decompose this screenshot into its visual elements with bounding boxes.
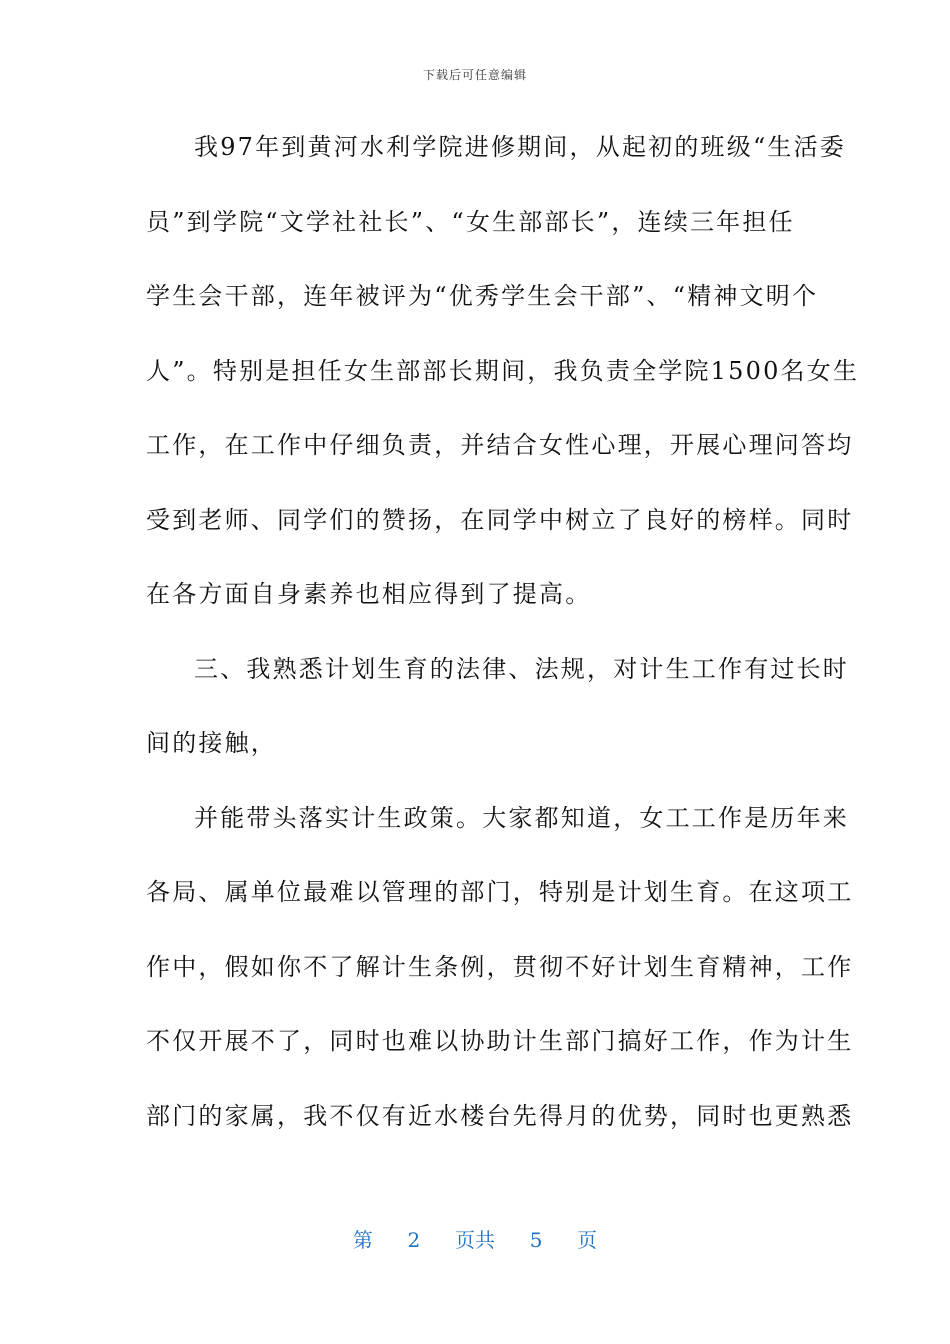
text-line: 不仅开展不了，同时也难以协助计生部门搞好工作，作为计生 xyxy=(146,1027,854,1055)
text-line: 人”。特别是担任女生部部长期间，我负责全学院1500名女生 xyxy=(146,356,860,385)
text-line: 间的接触， xyxy=(146,729,277,757)
paragraph-3 xyxy=(146,781,854,1154)
document-body xyxy=(146,110,860,1153)
footer-middle: 页共 xyxy=(455,1228,495,1252)
text-line: 并能带头落实计生政策。大家都知道，女工工作是历年来 xyxy=(194,803,849,832)
text-line: 各局、属单位最难以管理的部门，特别是计划生育。在这项工 xyxy=(146,878,854,906)
header-note: 下载后可任意编辑 xyxy=(422,68,527,82)
footer-suffix: 页 xyxy=(577,1228,598,1252)
text-line: 工作，在工作中仔细负责，并结合女性心理，开展心理问答均 xyxy=(146,431,854,459)
total-pages-number: 5 xyxy=(529,1228,543,1252)
text-line: 我97年到黄河水利学院进修期间，从起初的班级“生活委 xyxy=(194,133,847,161)
paragraph-2 xyxy=(146,632,849,781)
text-line: 在各方面自身素养也相应得到了提高。 xyxy=(146,580,592,608)
page-footer xyxy=(0,1224,950,1253)
paragraph-1 xyxy=(146,110,860,632)
text-line: 三、我熟悉计划生育的法律、法规，对计生工作有过长时 xyxy=(194,654,849,683)
text-line: 学生会干部，连年被评为“优秀学生会干部”、“精神文明个 xyxy=(146,282,819,310)
text-line: 作中，假如你不了解计生条例，贯彻不好计划生育精神，工作 xyxy=(146,952,854,981)
text-line: 部门的家属，我不仅有近水楼台先得月的优势，同时也更熟悉 xyxy=(146,1101,854,1130)
current-page-number: 2 xyxy=(407,1228,421,1252)
text-line: 员”到学院“文学社社长”、“女生部部长”，连续三年担任 xyxy=(146,207,795,236)
text-line: 受到老师、同学们的赞扬，在同学中树立了良好的榜样。同时 xyxy=(146,505,854,534)
footer-prefix: 第 xyxy=(352,1228,373,1252)
